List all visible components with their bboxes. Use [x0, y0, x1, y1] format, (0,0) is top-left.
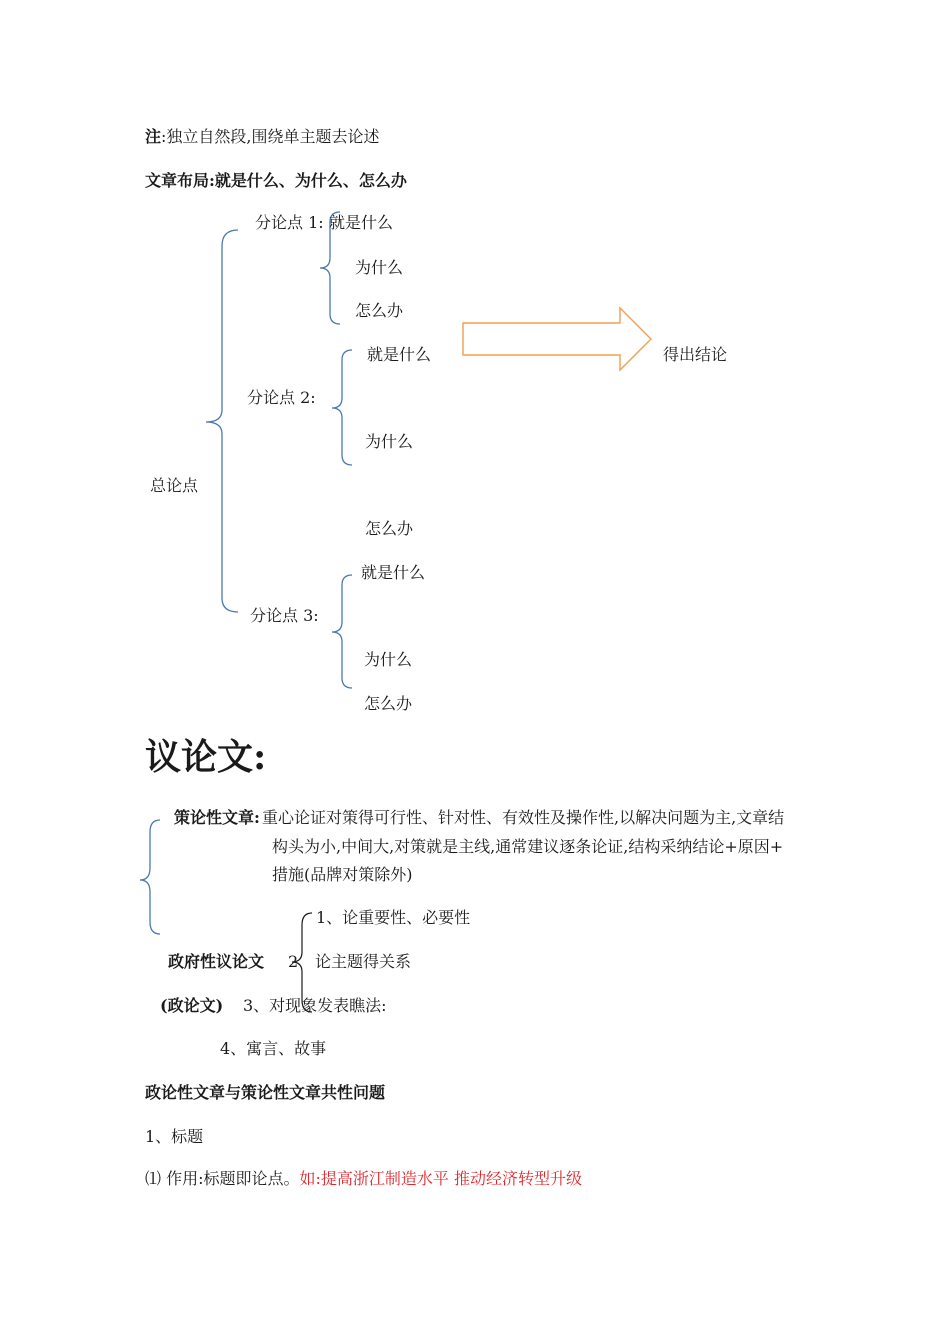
gov-item1: 1、论重要性、必要性	[316, 908, 471, 927]
essay-title: 议论文:	[145, 736, 267, 778]
policy-line1: 重心论证对策得可行性、针对性、有效性及操作性,以解决问题为主,文章结	[262, 808, 785, 827]
sub3-bracket	[332, 575, 352, 688]
sub3-what: 就是什么	[361, 563, 426, 582]
main-point: 总论点	[150, 476, 199, 495]
note-label: 注	[145, 127, 162, 146]
conclusion-arrow	[463, 308, 651, 370]
sub3-label: 分论点 3:	[250, 606, 319, 625]
point1-example: 如:提高浙江制造水平 推动经济转型升级	[299, 1169, 582, 1188]
sub1-what: 就是什么	[329, 213, 394, 232]
layout-heading-text: 就是什么、为什么、怎么办	[214, 171, 407, 190]
common-heading: 政论性文章与策论性文章共性问题	[145, 1083, 386, 1102]
sub3-why: 为什么	[364, 650, 413, 669]
sub2-label: 分论点 2:	[247, 388, 316, 407]
sub2-how: 怎么办	[365, 519, 414, 538]
sub2-what: 就是什么	[367, 345, 432, 364]
policy-line2: 构头为小,中间大,对策就是主线,通常建议逐条论证,结构采纳结论+原因+	[272, 837, 784, 856]
gov-item4: 4、寓言、故事	[220, 1039, 327, 1058]
point1-text: ⑴ 作用:标题即论点。	[145, 1169, 300, 1188]
gov-label2: (政论文)	[160, 996, 224, 1015]
sub3-how: 怎么办	[364, 694, 413, 713]
policy-label: 策论性文章:	[174, 808, 260, 827]
sub1-how: 怎么办	[355, 301, 404, 320]
policy-gov-brace	[140, 820, 160, 934]
main-bracket	[206, 230, 238, 612]
sub2-why: 为什么	[365, 432, 414, 451]
section1-heading: 1、标题	[145, 1127, 204, 1146]
note-text: :独立自然段,围绕单主题去论述	[161, 127, 380, 146]
note-line	[145, 127, 380, 147]
gov-item3: 3、对现象发表瞧法:	[243, 996, 387, 1015]
gov-label: 政府性议论文	[168, 952, 265, 971]
sub1-label: 分论点 1:	[255, 213, 324, 232]
sub2-bracket	[332, 350, 352, 465]
point1-line	[145, 1169, 582, 1189]
layout-heading-label: 文章布局:	[145, 171, 215, 190]
policy-line3: 措施(品牌对策除外)	[272, 865, 413, 884]
gov-item2: 论主题得关系	[315, 952, 412, 971]
layout-heading	[145, 171, 407, 191]
gov-item2-num: 2	[288, 952, 299, 971]
sub1-why: 为什么	[355, 258, 404, 277]
conclusion-text: 得出结论	[663, 345, 728, 364]
